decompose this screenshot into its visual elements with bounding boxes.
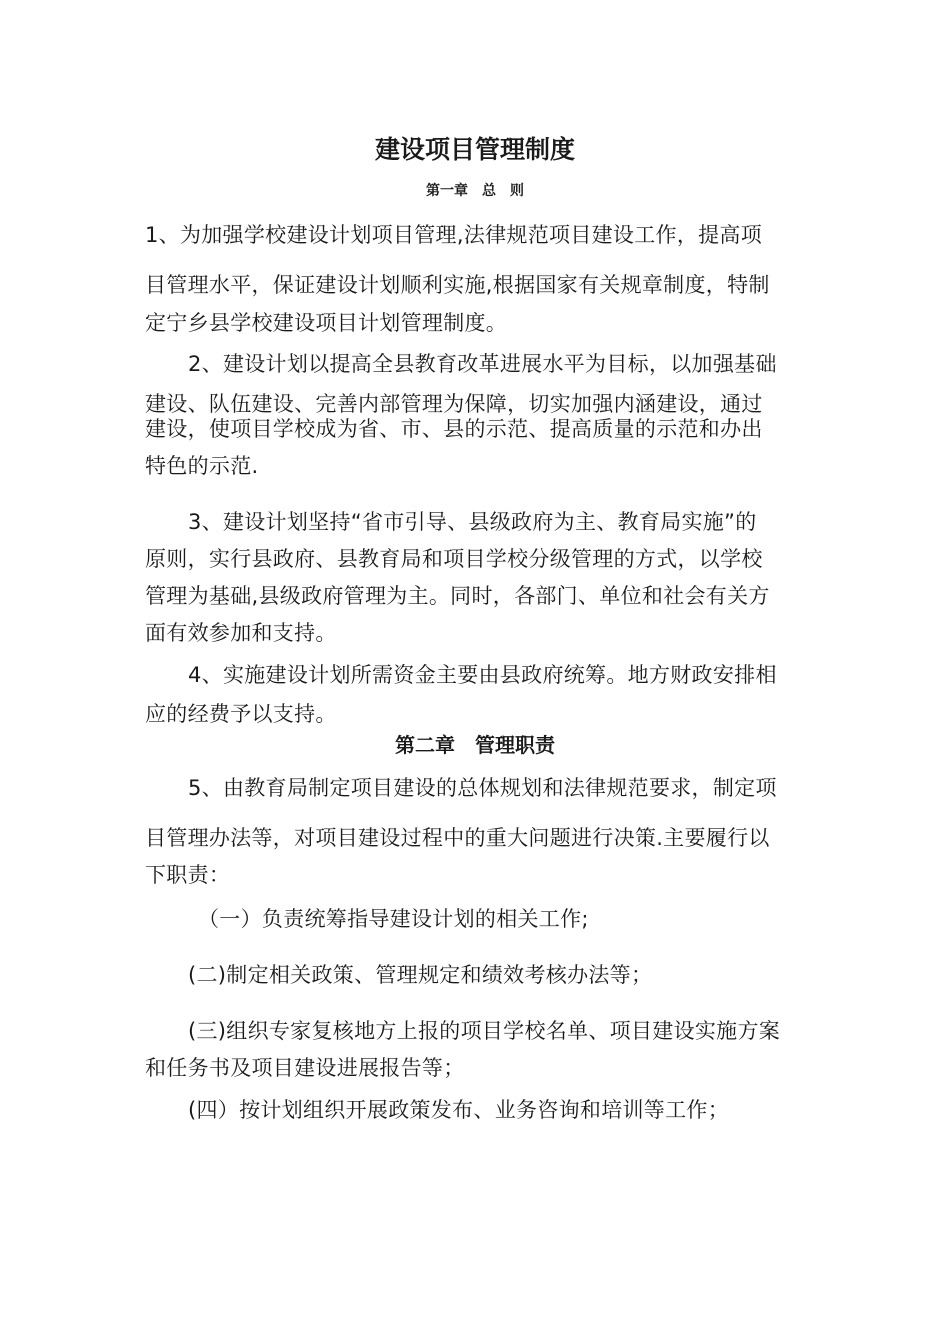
paragraph-line: 管理为基础,县级政府管理为主。同时，各部门、单位和社会有关方 [145, 584, 770, 608]
paragraph-line: 建设，使项目学校成为省、市、县的示范、提高质量的示范和办出 [145, 417, 763, 441]
paragraph-line: 目管理水平，保证建设计划顺利实施,根据国家有关规章制度，特制 [145, 273, 770, 297]
list-item: (四）按计划组织开展政策发布、业务咨询和培训等工作； [188, 1098, 729, 1122]
paragraph-line: 定宁乡县学校建设项目计划管理制度。 [145, 311, 508, 335]
paragraph-line: 3、建设计划坚持“省市引导、县级政府为主、教育局实施”的 [188, 510, 757, 534]
paragraph-line: 5、由教育局制定项目建设的总体规划和法律规范要求，制定项 [188, 776, 777, 800]
paragraph-line: 面有效参加和支持。 [145, 621, 337, 645]
document-title: 建设项目管理制度 [374, 135, 575, 164]
paragraph-line: 特色的示范. [145, 454, 259, 478]
list-item: （一）负责统筹指导建设计划的相关工作; [198, 907, 589, 931]
paragraph-line: 应的经费予以支持。 [145, 702, 337, 726]
paragraph-line: 下职责： [145, 863, 231, 887]
chapter-heading-1: 第一章 总 则 [426, 183, 524, 199]
list-item: (二)制定相关政策、管理规定和绩效考核办法等； [188, 963, 653, 987]
paragraph-line: 1、为加强学校建设计划项目管理,法律规范项目建设工作，提高项 [145, 223, 763, 247]
paragraph-line: 4、实施建设计划所需资金主要由县政府统筹。地方财政安排相 [188, 663, 777, 687]
list-item: (三)组织专家复核地方上报的项目学校名单、项目建设实施方案 [188, 1019, 781, 1043]
paragraph-line: 建设、队伍建设、完善内部管理为保障，切实加强内涵建设，通过 [145, 392, 763, 416]
paragraph-line: 目管理办法等，对项目建设过程中的重大问题进行决策.主要履行以 [145, 826, 770, 850]
paragraph-line: 和任务书及项目建设进展报告等； [145, 1056, 465, 1080]
chapter-heading-2: 第二章 管理职责 [395, 733, 555, 757]
paragraph-line: 2、建设计划以提高全县教育改革进展水平为目标，以加强基础 [188, 352, 777, 376]
paragraph-line: 原则，实行县政府、县教育局和项目学校分级管理的方式，以学校 [145, 547, 763, 571]
